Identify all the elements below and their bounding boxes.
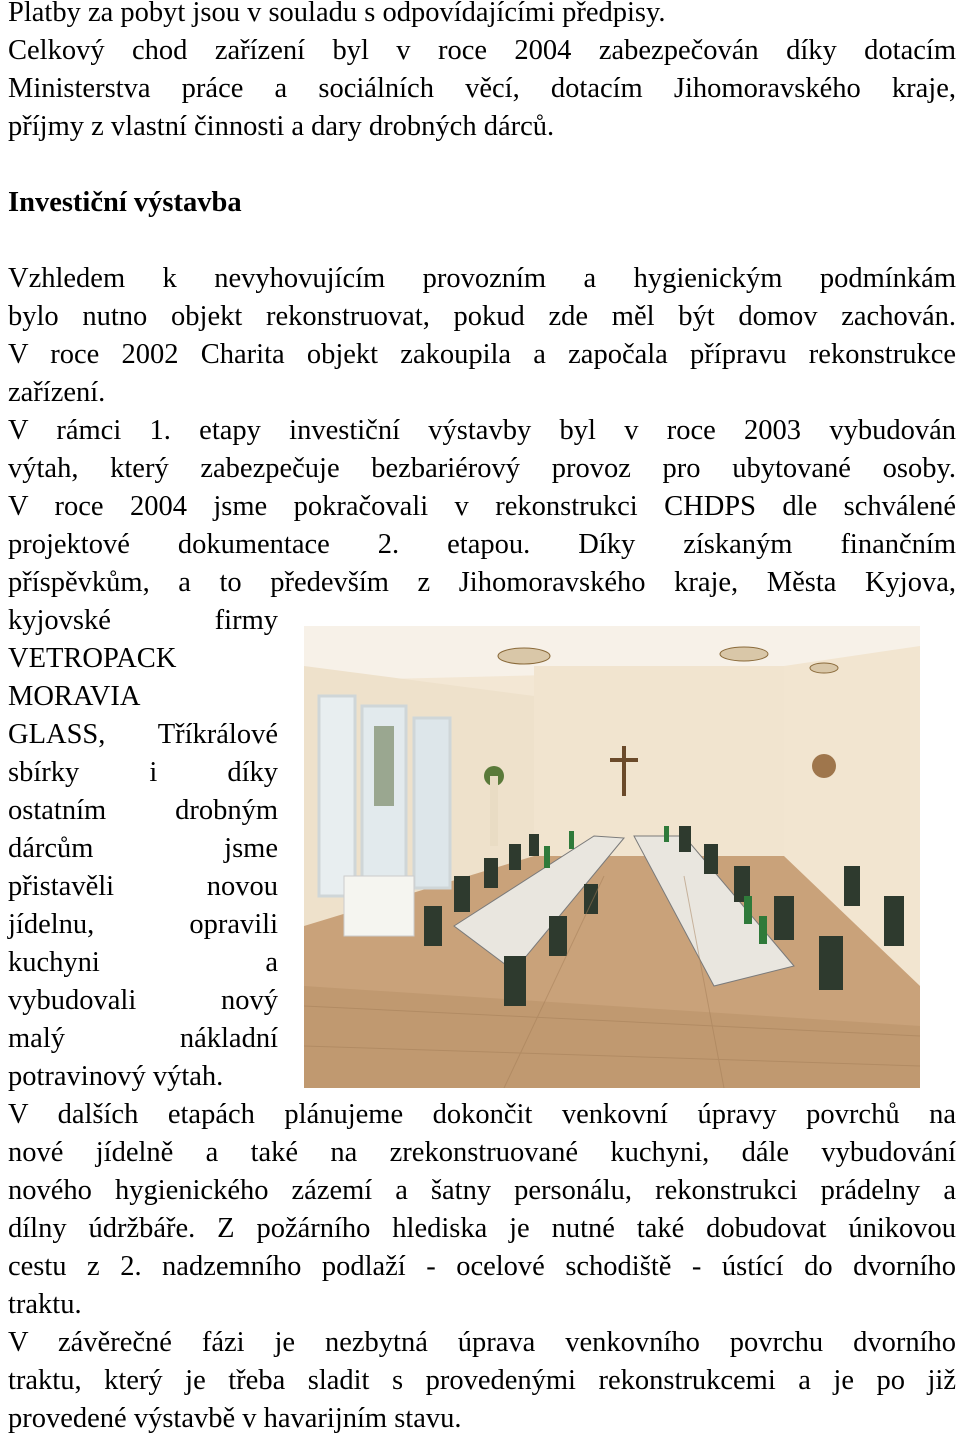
- text-line: příspěvkům, a to především z Jihomoravského kraje, Města Kyjova,: [8, 567, 956, 598]
- text-line: VETROPACK: [8, 643, 177, 674]
- text-line: GLASS, Tříkrálové: [8, 719, 278, 750]
- section-heading: Investiční výstavba: [8, 187, 242, 218]
- text-line: Celkový chod zařízení byl v roce 2004 zabezpečován díky dotacím: [8, 35, 956, 66]
- text-line: projektové dokumentace 2. etapou. Díky získaným finančním: [8, 529, 956, 560]
- text-line: V závěrečné fázi je nezbytná úprava venkovního povrchu dvorního: [8, 1327, 956, 1358]
- text-line: traktu.: [8, 1289, 82, 1320]
- text-line: bylo nutno objekt rekonstruovat, pokud zde měl být domov zachován.: [8, 301, 956, 332]
- text-line: traktu, který je třeba sladit s provedenými rekonstrukcemi a je po již: [8, 1365, 956, 1396]
- text-line: V rámci 1. etapy investiční výstavby byl v roce 2003 vybudován: [8, 415, 956, 446]
- text-line: MORAVIA: [8, 681, 141, 712]
- text-line: kuchyni a: [8, 947, 278, 978]
- text-line: cestu z 2. nadzemního podlaží - ocelové schodiště - ústící do dvorního: [8, 1251, 956, 1282]
- text-line: zařízení.: [8, 377, 106, 408]
- text-line: Vzhledem k nevyhovujícím provozním a hygienickým podmínkám: [8, 263, 956, 294]
- text-line: přistavěli novou: [8, 871, 278, 902]
- text-line: malý nákladní: [8, 1023, 278, 1054]
- text-line: dárcům jsme: [8, 833, 278, 864]
- text-line: V dalších etapách plánujeme dokončit venkovní úpravy povrchů na: [8, 1099, 956, 1130]
- text-line: provedené výstavbě v havarijním stavu.: [8, 1403, 462, 1434]
- text-line: Ministerstva práce a sociálních věcí, dotacím Jihomoravského kraje,: [8, 73, 956, 104]
- text-line: ostatním drobným: [8, 795, 278, 826]
- text-line: vybudovali nový: [8, 985, 278, 1016]
- dining-room-photo: [304, 626, 920, 1088]
- text-line: Platby za pobyt jsou v souladu s odpovídajícími předpisy.: [8, 0, 666, 28]
- text-line: potravinový výtah.: [8, 1061, 224, 1092]
- text-line: V roce 2004 jsme pokračovali v rekonstrukci CHDPS dle schválené: [8, 491, 956, 522]
- text-line: jídelnu, opravili: [8, 909, 278, 940]
- text-line: sbírky i díky: [8, 757, 278, 788]
- text-line: V roce 2002 Charita objekt zakoupila a započala přípravu rekonstrukce: [8, 339, 956, 370]
- text-line: výtah, který zabezpečuje bezbariérový provoz pro ubytované osoby.: [8, 453, 956, 484]
- text-line: dílny údržbáře. Z požárního hlediska je nutné také dobudovat únikovou: [8, 1213, 956, 1244]
- text-line: nového hygienického zázemí a šatny personálu, rekonstrukci prádelny a: [8, 1175, 956, 1206]
- text-line: nové jídelně a také na zrekonstruované kuchyni, dále vybudování: [8, 1137, 956, 1168]
- text-line: kyjovské firmy: [8, 605, 278, 636]
- text-line: příjmy z vlastní činnosti a dary drobných dárců.: [8, 111, 555, 142]
